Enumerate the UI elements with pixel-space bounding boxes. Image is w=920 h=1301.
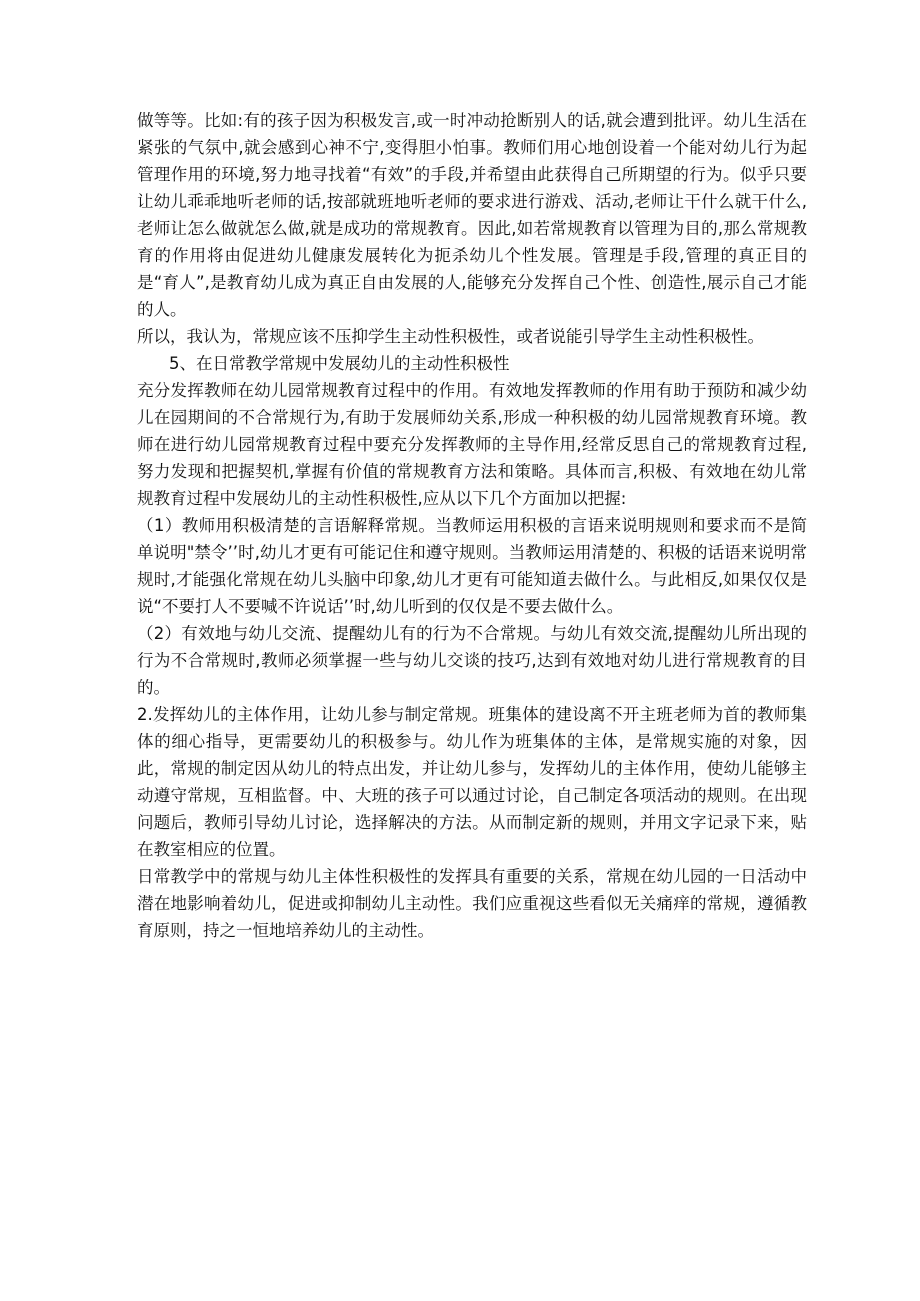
list-item-1: （1）教师用积极清楚的言语解释常规。当教师运用积极的言语来说明规则和要求而不是简单说明"禁令’’时,幼儿才更有可能记住和遵守规则。当教师运用清楚的、积极的话语来说明常规时,才能强化常规在幼儿头脑中印象,幼儿才更有可能知道去做什么。与此相反,如果仅仅是说“不要打人不要喊不许说话’’时,幼儿听到的仅仅是不要去做什么。 [137, 516, 807, 616]
document-body [137, 107, 807, 944]
paragraph-management-critique: 做等等。比如:有的孩子因为积极发言,或一时冲动抢断别人的话,就会遭到批评。幼儿生活在紧张的气氛中,就会感到心神不宁,变得胆小怕事。教师们用心地创设着一个能对幼儿行为起管理作用的环境,努力地寻找着“有效”的手段,并希望由此获得自己所期望的行为。似乎只要让幼儿乖乖地听老师的话,按部就班地听老师的要求进行游戏、活动,老师让干什么就干什么,老师让怎么做就怎么做,就是成功的常规教育。因此,如若常规教育以管理为目的,那么常规教育的作用将由促进幼儿健康发展转化为扼杀幼儿个性发展。管理是手段,管理的真正目的是“育人”,是教育幼儿成为真正自由发展的人,能够充分发挥自己个性、创造性,展示自己才能的人。 [137, 111, 807, 319]
paragraph-conclusion-statement: 所以，我认为，常规应该不压抑学生主动性积极性，或者说能引导学生主动性积极性。 [137, 327, 764, 346]
paragraph-closing: 日常教学中的常规与幼儿主体性积极性的发挥具有重要的关系，常规在幼儿园的一日活动中潜在地影响着幼儿，促进或抑制幼儿主动性。我们应重视这些看似无关痛痒的常规，遵循教育原则，持之一恒地培养幼儿的主动性。 [137, 867, 807, 940]
paragraph-teacher-role: 充分发挥教师在幼儿园常规教育过程中的作用。有效地发挥教师的作用有助于预防和减少幼儿在园期间的不合常规行为,有助于发展师幼关系,形成一种积极的幼儿园常规教育环境。教师在进行幼儿园常规教育过程中要充分发挥教师的主导作用,经常反思自己的常规教育过程,努力发现和把握契机,掌握有价值的常规教育方法和策略。具体而言,积极、有效地在幼儿常规教育过程中发展幼儿的主动性积极性,应从以下几个方面加以把握: [137, 381, 807, 508]
section-heading-5: 5、在日常教学常规中发展幼儿的主动性积极性 [169, 354, 510, 373]
paragraph-child-subject-role: 2.发挥幼儿的主体作用，让幼儿参与制定常规。班集体的建设离不开主班老师为首的教师集体的细心指导，更需要幼儿的积极参与。幼儿作为班集体的主体，是常规实施的对象，因此，常规的制定因从幼儿的特点出发，并让幼儿参与，发挥幼儿的主体作用，使幼儿能够主动遵守常规，互相监督。中、大班的孩子可以通过讨论，自己制定各项活动的规则。在出现问题后，教师引导幼儿讨论，选择解决的方法。从而制定新的规则，并用文字记录下来，贴在教室相应的位置。 [137, 705, 807, 859]
list-item-2: （2）有效地与幼儿交流、提醒幼儿有的行为不合常规。与幼儿有效交流,提醒幼儿所出现的行为不合常规时,教师必须掌握一些与幼儿交谈的技巧,达到有效地对幼儿进行常规教育的目的。 [137, 624, 807, 697]
